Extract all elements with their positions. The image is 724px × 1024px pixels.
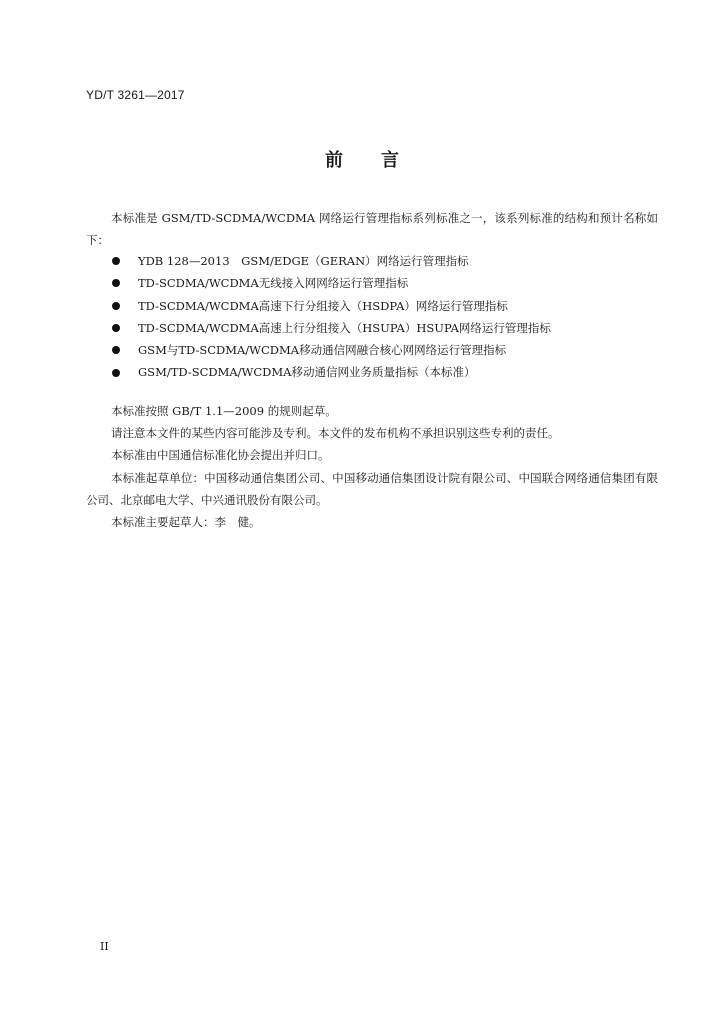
bullet-dot-icon xyxy=(112,279,120,287)
standards-list xyxy=(112,250,551,384)
bullet-dot-icon xyxy=(112,302,120,310)
list-item xyxy=(112,361,551,383)
title-char-2: 言 xyxy=(381,150,399,171)
paragraph-drafters: 本标准主要起草人：李 健。 xyxy=(111,515,261,530)
title-char-1: 前 xyxy=(325,150,343,171)
intro-paragraph: 本标准是 GSM/TD-SCDMA/WCDMA 网络运行管理指标系列标准之一，该系列标准的结构和预计名称如下： xyxy=(86,211,658,247)
list-item xyxy=(112,250,551,272)
list-item xyxy=(112,317,551,339)
list-item-text: TD-SCDMA/WCDMA高速下行分组接入（HSDPA）网络运行管理指标 xyxy=(138,298,508,313)
bullet-dot-icon xyxy=(112,257,120,265)
paragraph-drafting-rules: 本标准按照 GB/T 1.1—2009 的规则起草。 xyxy=(111,404,337,418)
list-item xyxy=(112,295,551,317)
bullet-dot-icon xyxy=(112,346,120,354)
page-number: II xyxy=(100,940,109,953)
paragraph-drafting-units: 本标准起草单位：中国移动通信集团公司、中国移动通信集团设计院有限公司、中国联合网络通信集团有限公司、北京邮电大学、中兴通讯股份有限公司。 xyxy=(86,470,658,507)
list-item-text: TD-SCDMA/WCDMA高速上行分组接入（HSUPA）HSUPA网络运行管理指标 xyxy=(138,320,551,335)
list-item xyxy=(112,272,551,294)
body-paragraphs xyxy=(86,400,658,533)
list-item-text: GSM/TD-SCDMA/WCDMA移动通信网业务质量指标（本标准） xyxy=(138,365,476,380)
list-item xyxy=(112,339,551,361)
list-item-text: TD-SCDMA/WCDMA无线接入网网络运行管理指标 xyxy=(138,276,409,291)
paragraph-proposer: 本标准由中国通信标准化协会提出并归口。 xyxy=(111,448,330,463)
bullet-dot-icon xyxy=(112,324,120,332)
paragraph-patent-notice: 请注意本文件的某些内容可能涉及专利。本文件的发布机构不承担识别这些专利的责任。 xyxy=(111,426,560,441)
list-item-text: YDB 128—2013 GSM/EDGE（GERAN）网络运行管理指标 xyxy=(138,254,469,268)
list-item-text: GSM与TD-SCDMA/WCDMA移动通信网融合核心网网络运行管理指标 xyxy=(138,343,507,358)
document-code: YD/T 3261—2017 xyxy=(86,88,185,102)
bullet-dot-icon xyxy=(112,369,120,377)
page-title xyxy=(0,146,724,172)
